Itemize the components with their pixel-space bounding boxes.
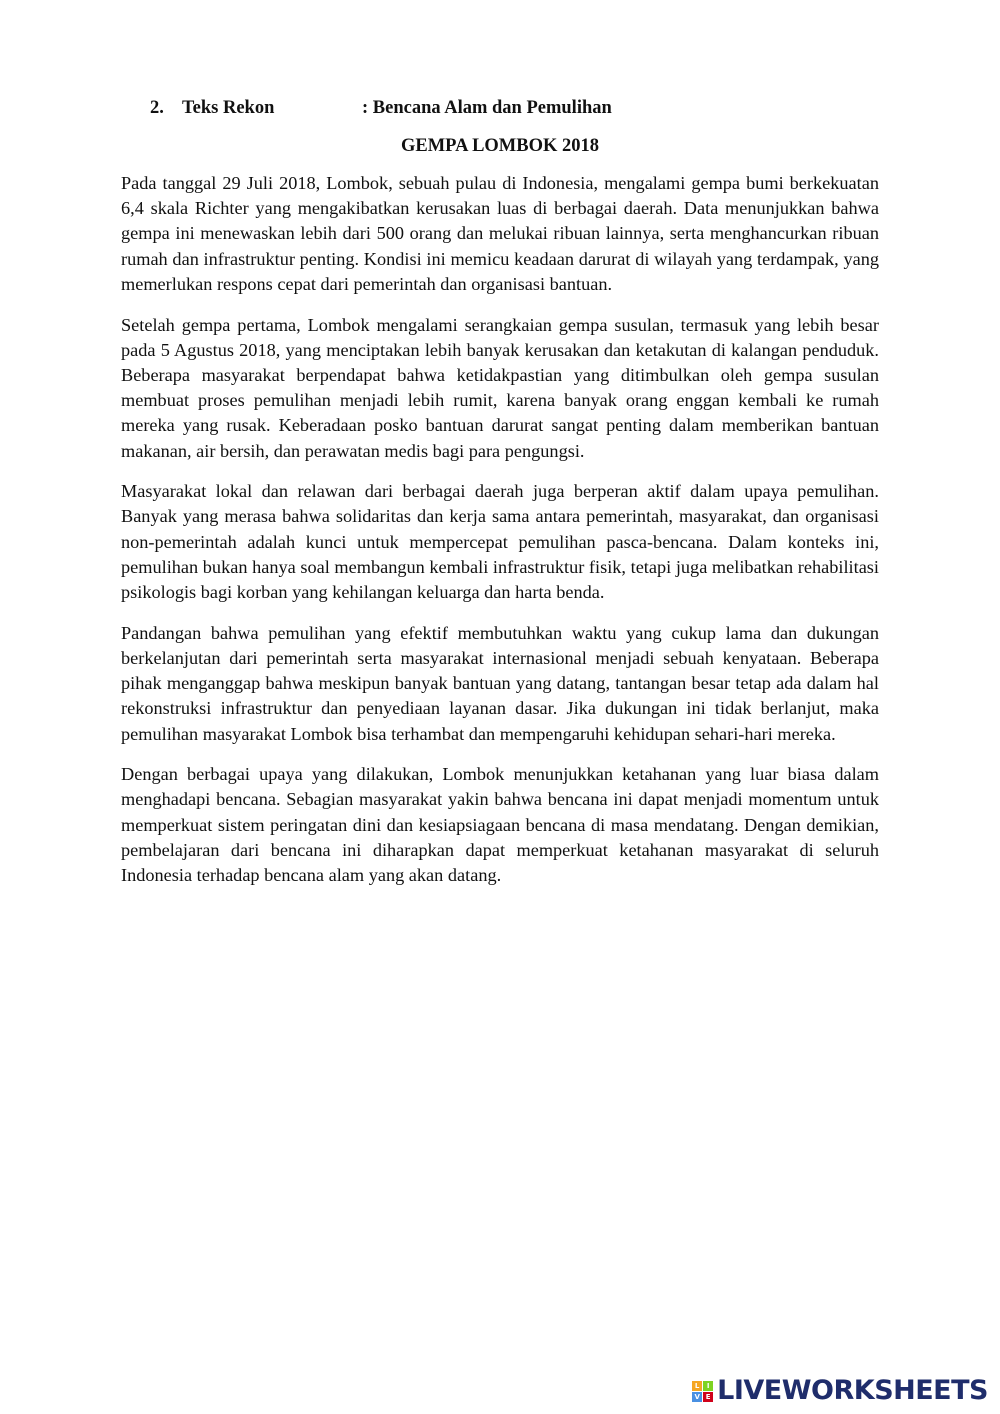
paragraph-1: Pada tanggal 29 Juli 2018, Lombok, sebuah pulau di Indonesia, mengalami gempa bumi berkekuatan 6,4 skala Richter yang mengakibatkan kerusakan luas di berbagai daerah. Data menunjukkan bahwa gempa ini menewaskan lebih dari 500 orang dan melukai ribuan lainnya, serta menghancurkan ribuan rumah dan infrastruktur penting. Kondisi ini memicu keadaan darurat di wilayah yang terdampak, yang memerlukan respons cepat dari pemerintah dan organisasi bantuan. xyxy=(121,173,879,294)
logo-mark-letter: I xyxy=(703,1381,713,1391)
paragraph-4: Pandangan bahwa pemulihan yang efektif membutuhkan waktu yang cukup lama dan dukungan berkelanjutan dari pemerintah serta masyarakat internasional menjadi sebuah kenyataan. Beberapa pihak menganggap bahwa meskipun banyak bantuan yang datang, tantangan besar tetap ada dalam hal rekonstruksi infrastruktur dan penyediaan layanan dasar. Jika dukungan ini tidak berlanjut, maka pemulihan masyarakat Lombok bisa terhambat dan mempengaruhi kehidupan sehari-hari mereka. xyxy=(121,622,879,744)
section-number: 2. xyxy=(150,98,164,118)
section-heading xyxy=(150,96,612,120)
section-topic: : Bencana Alam dan Pemulihan xyxy=(362,98,612,118)
logo-mark-icon xyxy=(692,1381,713,1402)
paragraph-3: Masyarakat lokal dan relawan dari berbagai daerah juga berperan aktif dalam upaya pemulihan. Banyak yang merasa bahwa solidaritas dan kerja sama antara pemerintah, masyarakat, dan organisasi non-pemerintah adalah kunci untuk mempercepat pemulihan pasca-bencana. Dalam konteks ini, pemulihan bukan hanya soal membangun kembali infrastruktur fisik, tetapi juga melibatkan rehabilitasi psikologis bagi korban yang kehilangan keluarga dan harta benda. xyxy=(121,481,879,603)
logo-mark-letter: E xyxy=(703,1392,713,1402)
section-label: Teks Rekon xyxy=(182,98,275,118)
logo-text: LIVEWORKSHEETS xyxy=(717,1375,988,1406)
liveworksheets-logo xyxy=(692,1374,988,1408)
article-body xyxy=(121,171,879,904)
logo-mark-letter: L xyxy=(692,1381,702,1391)
paragraph-5: Dengan berbagai upaya yang dilakukan, Lombok menunjukkan ketahanan yang luar biasa dalam menghadapi bencana. Sebagian masyarakat yakin bahwa bencana ini dapat menjadi momentum untuk memperkuat sistem peringatan dini dan kesiapsiagaan bencana di masa mendatang. Dengan demikian, pembelajaran dari bencana ini diharapkan dapat memperkuat ketahanan masyarakat di seluruh Indonesia terhadap bencana alam yang akan datang. xyxy=(121,764,879,886)
paragraph-2: Setelah gempa pertama, Lombok mengalami serangkaian gempa susulan, termasuk yang lebih besar pada 5 Agustus 2018, yang menciptakan lebih banyak kerusakan dan ketakutan di kalangan penduduk. Beberapa masyarakat berpendapat bahwa ketidakpastian yang ditimbulkan oleh gempa susulan membuat proses pemulihan menjadi lebih rumit, karena banyak orang enggan kembali ke rumah mereka yang rusak. Keberadaan posko bantuan darurat sangat penting dalam memberikan bantuan makanan, air bersih, dan perawatan medis bagi para pengungsi. xyxy=(121,314,879,461)
document-title: GEMPA LOMBOK 2018 xyxy=(400,136,600,156)
logo-mark-letter: V xyxy=(692,1392,702,1402)
